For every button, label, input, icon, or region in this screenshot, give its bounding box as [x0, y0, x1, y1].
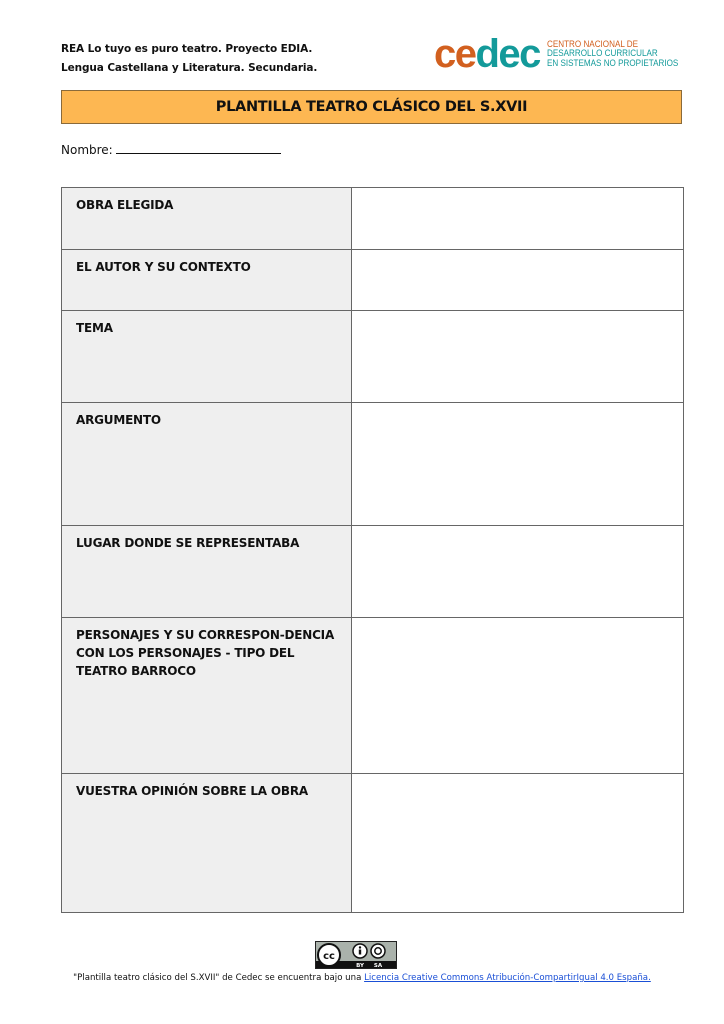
answer-cell[interactable]	[352, 403, 684, 526]
table-row	[62, 774, 684, 913]
cc-license-badge[interactable]	[315, 941, 397, 969]
row-label: OBRA ELEGIDA	[62, 188, 352, 250]
document-header	[61, 40, 317, 78]
table-row	[62, 250, 684, 311]
table-row	[62, 311, 684, 403]
row-label: ARGUMENTO	[62, 403, 352, 526]
svg-text:SA: SA	[373, 963, 383, 968]
answer-cell[interactable]	[352, 250, 684, 311]
row-label: TEMA	[62, 311, 352, 403]
nombre-input-line[interactable]	[116, 141, 281, 154]
table-row	[62, 618, 684, 774]
cedec-logo	[434, 32, 693, 76]
svg-text:cc: cc	[323, 951, 335, 962]
svg-text:BY: BY	[356, 963, 364, 968]
answer-cell[interactable]	[352, 188, 684, 250]
license-attribution: "Plantilla teatro clásico del S.XVII" de Cedec se encuentra bajo una	[73, 973, 365, 983]
cedec-wordmark: cedec	[434, 32, 540, 76]
nombre-field	[61, 141, 281, 157]
row-label: LUGAR DONDE SE REPRESENTABA	[62, 526, 352, 618]
row-label: PERSONAJES Y SU CORRESPON-DENCIA CON LOS PERSONAJES - TIPO DEL TEATRO BARROCO	[62, 618, 352, 774]
row-label: EL AUTOR Y SU CONTEXTO	[62, 250, 352, 311]
table-row	[62, 188, 684, 250]
table-row	[62, 526, 684, 618]
nombre-label: Nombre:	[61, 143, 113, 157]
license-footer	[0, 973, 724, 983]
answer-cell[interactable]	[352, 774, 684, 913]
cc-by-sa-icon	[316, 942, 396, 968]
header-line-1: REA Lo tuyo es puro teatro. Proyecto EDIA.	[61, 43, 313, 55]
answer-cell[interactable]	[352, 526, 684, 618]
header-line-2: Lengua Castellana y Literatura. Secundaria.	[61, 62, 318, 74]
page-title: PLANTILLA TEATRO CLÁSICO DEL S.XVII	[61, 90, 682, 124]
answer-cell[interactable]	[352, 311, 684, 403]
license-link[interactable]: Licencia Creative Commons Atribución-CompartirIgual 4.0 España.	[364, 973, 651, 983]
worksheet-table	[61, 187, 684, 913]
row-label: VUESTRA OPINIÓN SOBRE LA OBRA	[62, 774, 352, 913]
answer-cell[interactable]	[352, 618, 684, 774]
table-row	[62, 403, 684, 526]
cedec-subtitle: CENTRO NACIONAL DE DESARROLLO CURRICULAR EN SISTEMAS NO PROPIETARIOS	[546, 38, 679, 68]
